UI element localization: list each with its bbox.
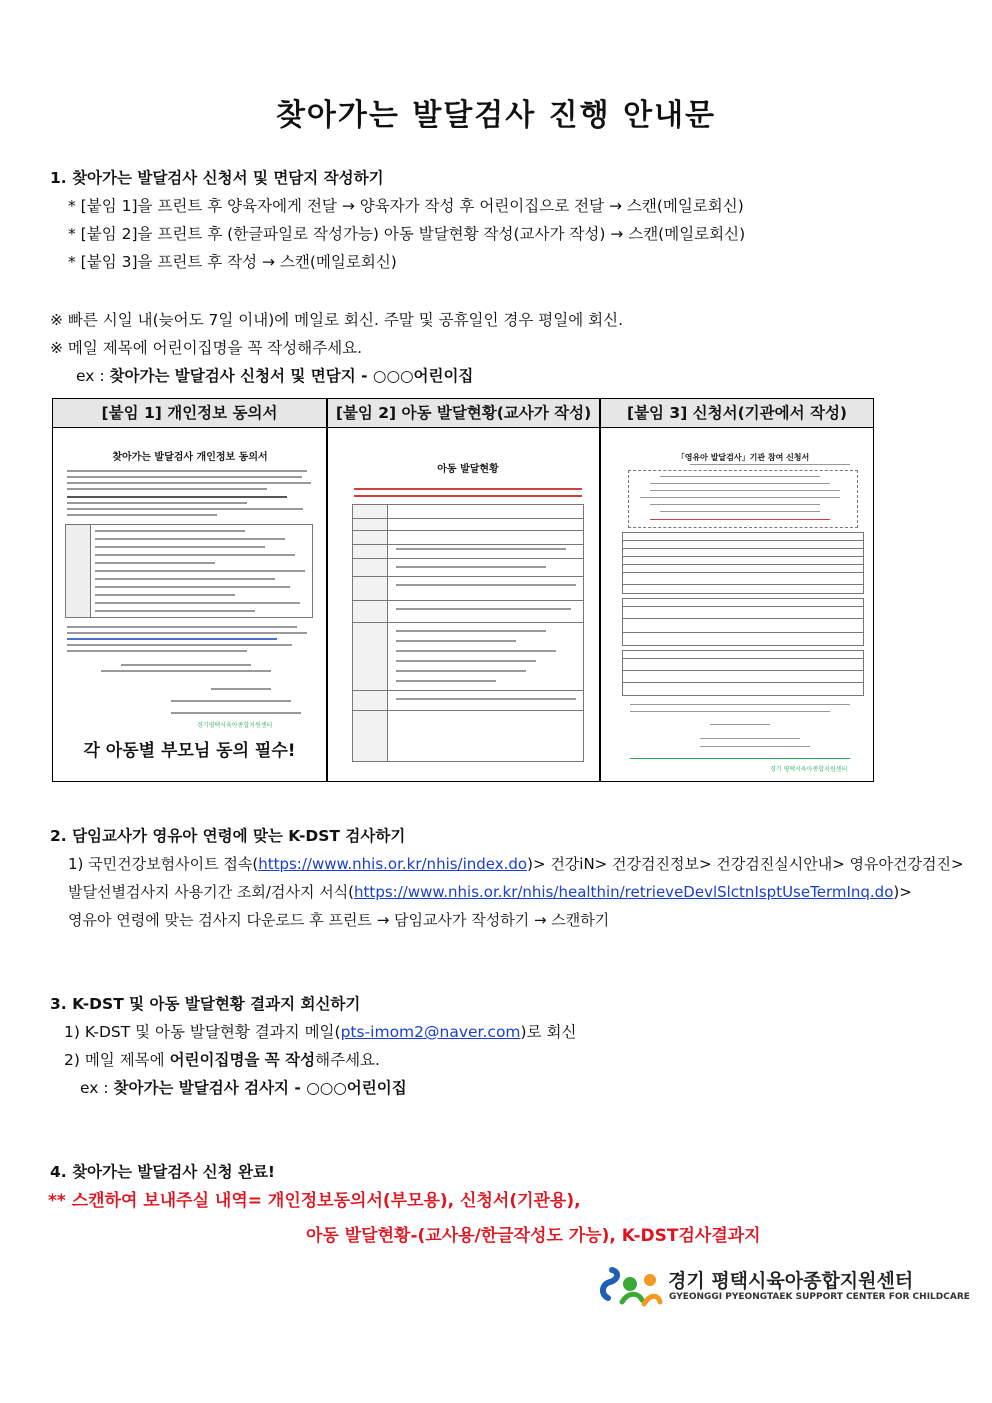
- application-form-title: 「영유아 발달검사」기관 참여 신청서: [676, 453, 810, 462]
- section1-item: * [붙임 2]을 프린트 후 (한글파일로 작성가능) 아동 발달현황 작성(교사가 작성) → 스캔(메일로회신): [68, 225, 746, 243]
- center-logo-english: GYEONGGI PYEONGTAEK SUPPORT CENTER FOR CHILDCARE: [669, 1292, 970, 1302]
- attachment-table: [52, 398, 874, 782]
- section4-heading: 4. 찾아가는 발달검사 신청 완료!: [50, 1163, 276, 1181]
- development-status-title: 아동 발달현황: [437, 464, 499, 475]
- text-span: )>: [893, 883, 912, 901]
- section2-line2: [68, 881, 912, 903]
- section3-example: [80, 1077, 407, 1099]
- application-form-thumbnail: [620, 436, 866, 776]
- section3-line2: [64, 1049, 380, 1071]
- nhis-link[interactable]: https://www.nhis.or.kr/nhis/index.do: [258, 855, 528, 873]
- development-status-thumbnail: [348, 440, 588, 765]
- text-span: 발달선별검사지 사용기간 조회/검사지 서식(: [68, 883, 355, 901]
- center-logo: [598, 1264, 970, 1312]
- mail-subject-example: [76, 365, 473, 387]
- text-span: 1) K-DST 및 아동 발달현황 결과지 메일(: [64, 1023, 341, 1041]
- test-form-link[interactable]: https://www.nhis.or.kr/nhis/healthin/retrieveDevlSlctnIsptUseTermInq.do: [354, 883, 894, 901]
- bold-span: 어린이집명을 꼭 작성: [169, 1051, 316, 1069]
- example-text: 찾아가는 발달검사 검사지 - ○○○어린이집: [113, 1079, 407, 1097]
- consent-form-footer: 경기평택시육아종합지원센터: [197, 722, 273, 729]
- page-title: 찾아가는 발달검사 진행 안내문: [275, 98, 717, 133]
- text-span: 1) 국민건강보험사이트 접속(: [68, 855, 259, 873]
- text-span: )> 건강iN> 건강검진정보> 건강검진실시안내> 영유아건강검진>: [527, 855, 964, 873]
- attachment-cell-1: [53, 428, 326, 781]
- attachment-header-3: [붙임 3] 신청서(기관에서 작성): [601, 399, 873, 428]
- application-form-footer: 경기 평택시육아종합지원센터: [770, 766, 848, 773]
- text-span: 2) 메일 제목에: [64, 1051, 170, 1069]
- center-logo-name: 경기 평택시육아종합지원센터: [668, 1270, 914, 1292]
- note-reply-deadline: ※ 빠른 시일 내(늦어도 7일 이내)에 메일로 회신. 주말 및 공휴일인 경우 평일에 회신.: [50, 311, 624, 329]
- email-link[interactable]: pts-imom2@naver.com: [340, 1023, 521, 1041]
- attachment-header-1: [붙임 1] 개인정보 동의서: [53, 399, 326, 428]
- attachment-cell-3: [602, 428, 873, 781]
- submission-list-line2: 아동 발달현황-(교사용/한글작성도 가능), K-DST검사결과지: [306, 1226, 761, 1246]
- section1-heading: 1. 찾아가는 발달검사 신청서 및 면담지 작성하기: [50, 169, 384, 187]
- example-prefix: ex :: [80, 1079, 114, 1097]
- text-span: 해주세요.: [315, 1051, 380, 1069]
- section2-line1: [68, 853, 964, 875]
- example-text: 찾아가는 발달검사 신청서 및 면담지 - ○○○어린이집: [109, 367, 474, 385]
- section3-line1: [64, 1021, 576, 1043]
- section2-heading: 2. 담임교사가 영유아 연령에 맞는 K-DST 검사하기: [50, 827, 406, 845]
- note-mail-subject: ※ 메일 제목에 어린이집명을 꼭 작성해주세요.: [50, 339, 363, 357]
- section2-line3: 영유아 연령에 맞는 검사지 다운로드 후 프린트 → 담임교사가 작성하기 → 스캔하기: [68, 911, 610, 929]
- parent-consent-caption: 각 아동별 부모님 동의 필수!: [83, 741, 296, 761]
- consent-form-thumbnail: [61, 442, 319, 732]
- attachment-cell-2: [328, 428, 599, 781]
- section1-item: * [붙임 3]을 프린트 후 작성 → 스캔(메일로회신): [68, 253, 397, 271]
- submission-list-line1: ** 스캔하여 보내주실 내역= 개인정보동의서(부모용), 신청서(기관용),: [48, 1191, 581, 1211]
- table-divider: [599, 399, 601, 781]
- section1-item: * [붙임 1]을 프린트 후 양육자에게 전달 → 양육자가 작성 후 어린이집으로 전달 → 스캔(메일로회신): [68, 197, 744, 215]
- example-prefix: ex :: [76, 367, 110, 385]
- section3-heading: 3. K-DST 및 아동 발달현황 결과지 회신하기: [50, 995, 361, 1013]
- text-span: )로 회신: [520, 1023, 577, 1041]
- childcare-center-logo-icon: [598, 1264, 664, 1310]
- attachment-header-2: [붙임 2] 아동 발달현황(교사가 작성): [327, 399, 600, 428]
- consent-form-title: 찾아가는 발달검사 개인정보 동의서: [112, 452, 268, 463]
